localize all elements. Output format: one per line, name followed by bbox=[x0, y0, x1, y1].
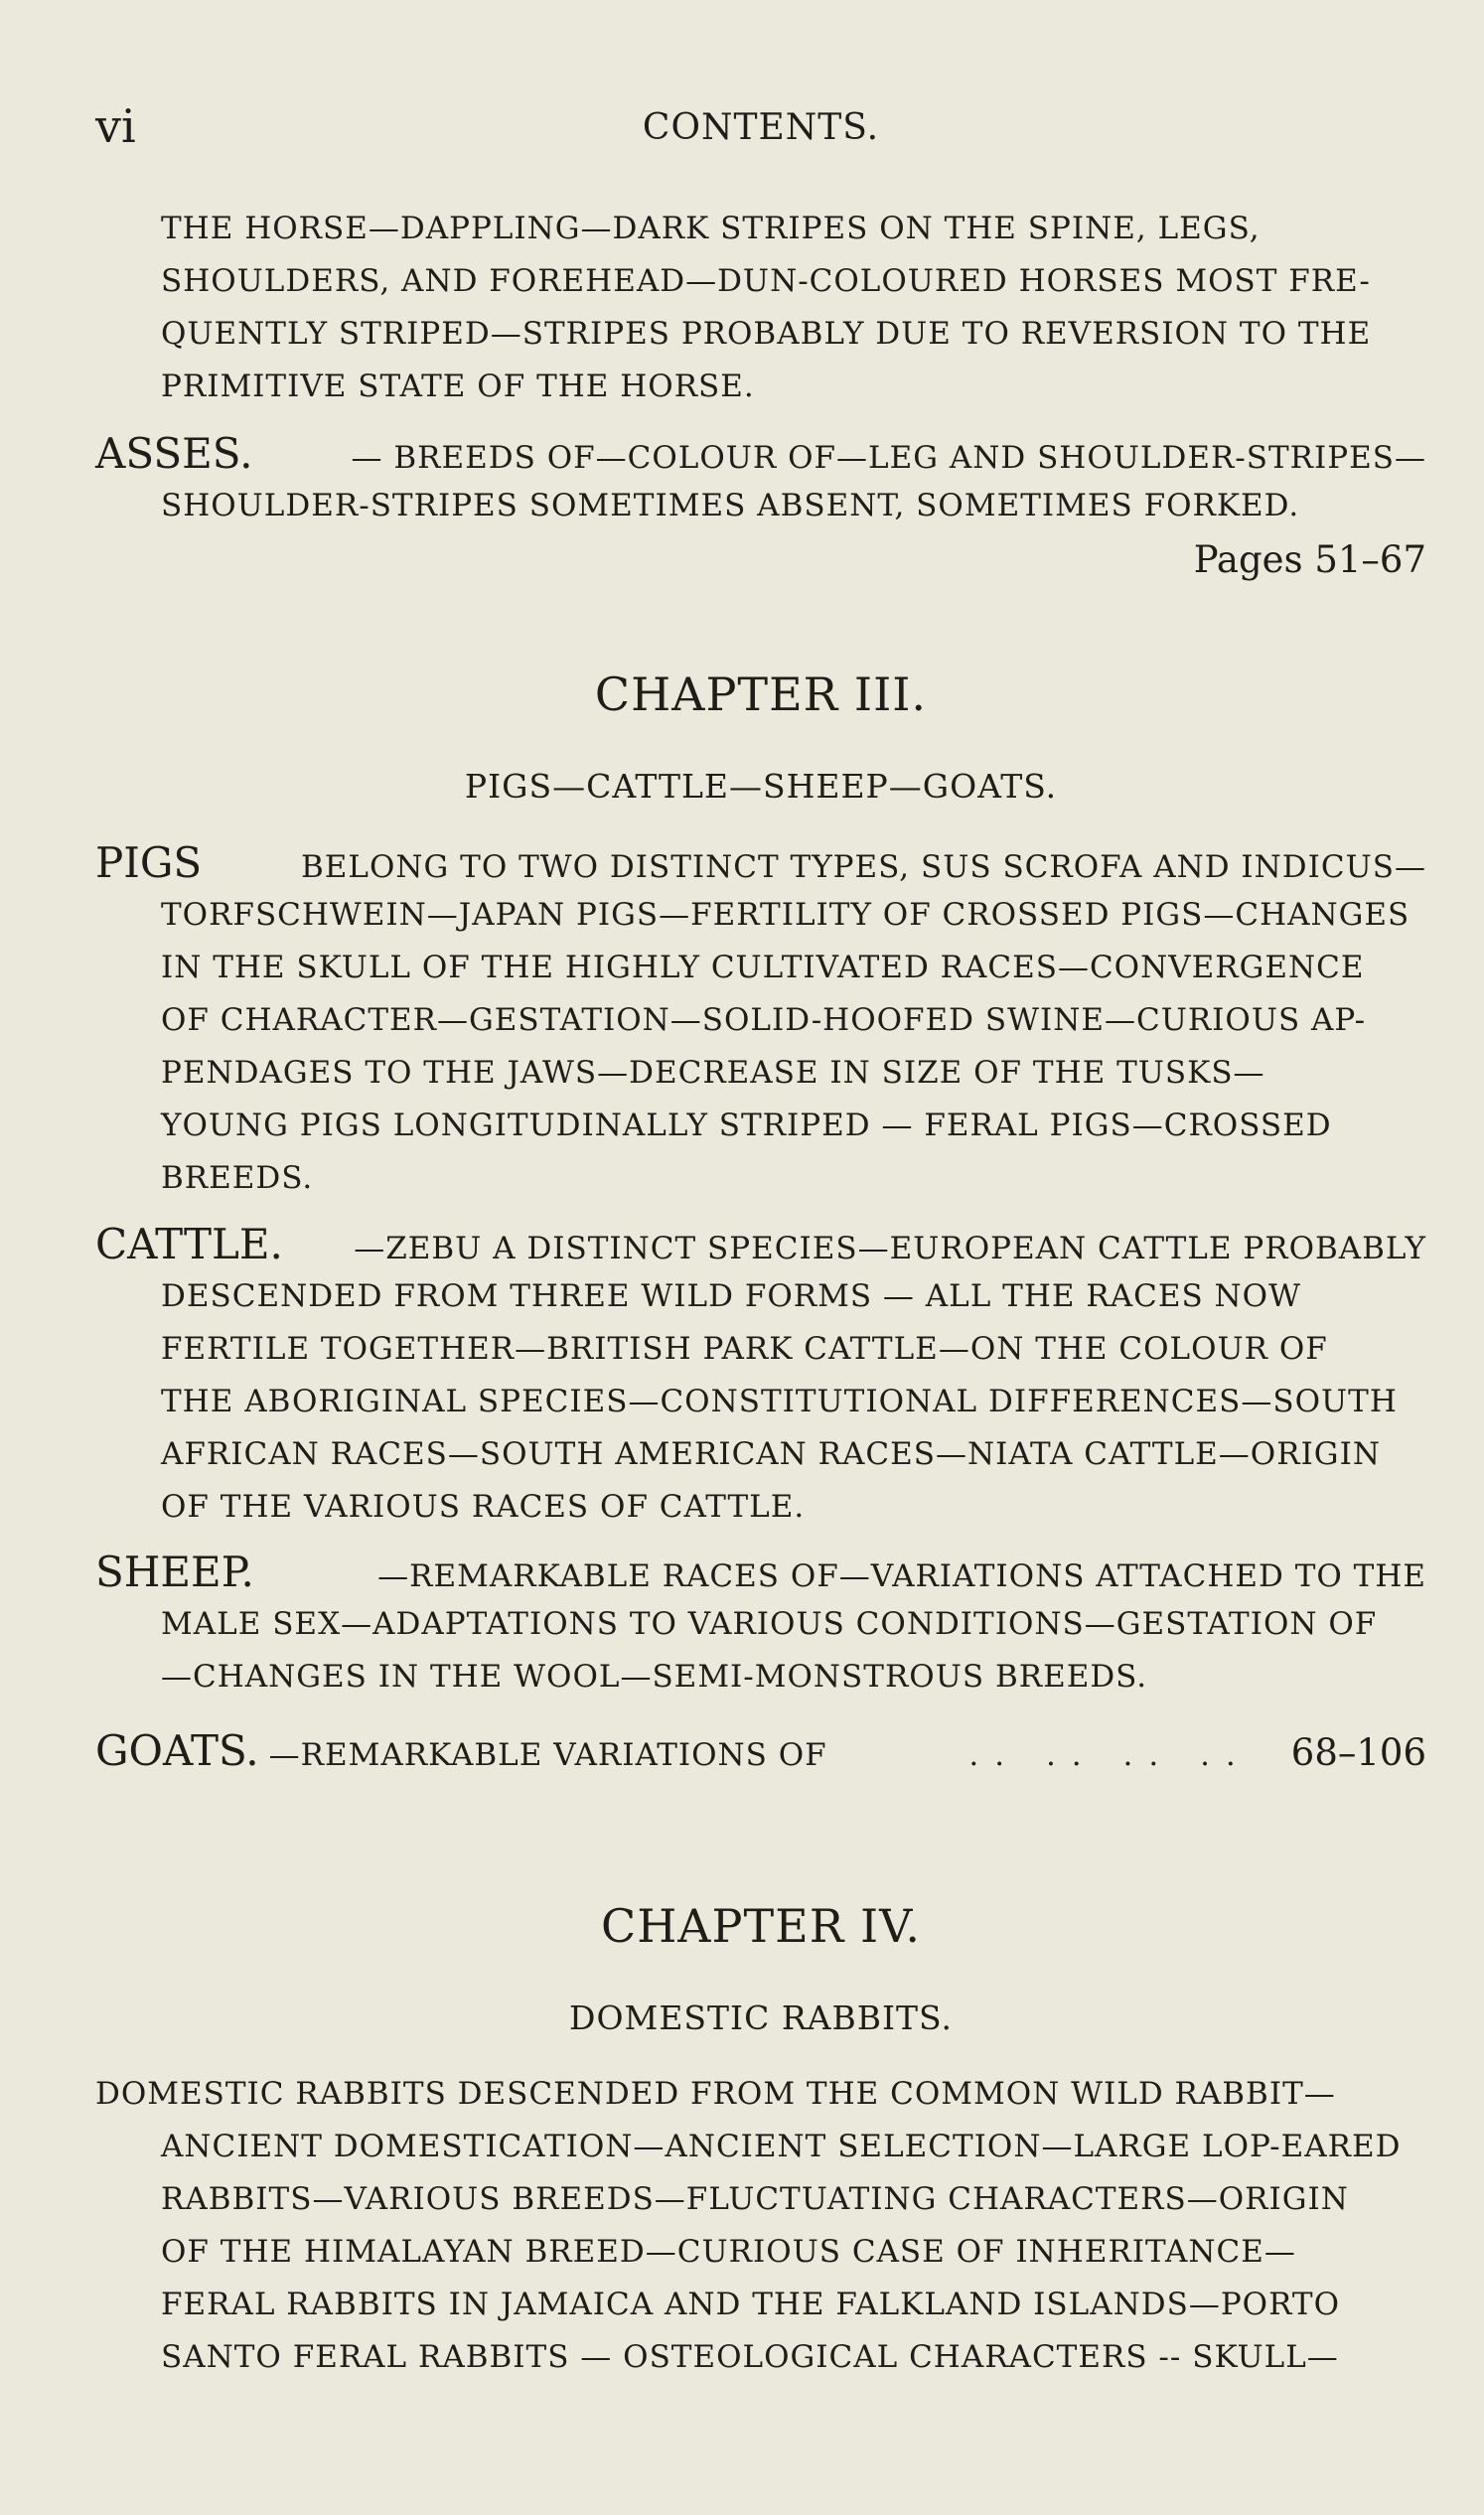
entry-line bbox=[95, 836, 1426, 889]
entry-line: RABBITS—VARIOUS BREEDS—FLUCTUATING CHARACTERS—ORIGIN bbox=[161, 2181, 1349, 2217]
entry-line: AFRICAN RACES—SOUTH AMERICAN RACES—NIATA CATTLE—ORIGIN bbox=[161, 1436, 1381, 1472]
entry-line: DESCENDED FROM THREE WILD FORMS — ALL THE RACES NOW bbox=[161, 1278, 1301, 1314]
entry-line bbox=[95, 427, 1426, 480]
entry-line: OF THE HIMALAYAN BREED—CURIOUS CASE OF INHERITANCE— bbox=[161, 2234, 1296, 2270]
entry-text: — BREEDS OF—COLOUR OF—LEG AND SHOULDER-STRIPES— bbox=[351, 440, 1426, 476]
entry-pigs bbox=[95, 836, 1426, 1205]
entry-lead-word: PIGS bbox=[95, 838, 203, 887]
entry-sheep bbox=[95, 1546, 1426, 1703]
chapter-title: CHAPTER IV. bbox=[601, 1899, 921, 1953]
entry-line: FERAL RABBITS IN JAMAICA AND THE FALKLAND ISLANDS—PORTO bbox=[161, 2287, 1340, 2322]
chapter-title: CHAPTER III. bbox=[594, 667, 928, 721]
entry-line: OF CHARACTER—GESTATION—SOLID-HOOFED SWINE—CURIOUS AP- bbox=[161, 1002, 1367, 1038]
entry-lead-word: GOATS. bbox=[95, 1726, 259, 1775]
entry-line bbox=[95, 1546, 1426, 1598]
entry-asses bbox=[95, 427, 1426, 588]
running-title: CONTENTS. bbox=[642, 107, 880, 148]
entry-line: FERTILE TOGETHER—BRITISH PARK CATTLE—ON THE COLOUR OF bbox=[161, 1331, 1328, 1367]
entry-line: BREEDS. bbox=[161, 1160, 314, 1196]
page-header bbox=[95, 99, 1426, 169]
entry-line: OF THE VARIOUS RACES OF CATTLE. bbox=[161, 1489, 806, 1525]
entry-line: THE ABORIGINAL SPECIES—CONSTITUTIONAL DIFFERENCES—SOUTH bbox=[161, 1384, 1398, 1419]
entry-lead-word: CATTLE. bbox=[95, 1220, 283, 1268]
entry-cattle bbox=[95, 1218, 1426, 1534]
entry-line: TORFSCHWEIN—JAPAN PIGS—FERTILITY OF CROSSED PIGS—CHANGES bbox=[161, 897, 1410, 933]
page-number: vi bbox=[95, 99, 136, 153]
entry-line: SANTO FERAL RABBITS — OSTEOLOGICAL CHARACTERS -- SKULL— bbox=[161, 2339, 1339, 2375]
entry-goats bbox=[95, 1724, 1426, 1777]
entry-line: THE HORSE—DAPPLING—DARK STRIPES ON THE SPINE, LEGS, bbox=[161, 211, 1261, 246]
entry-line bbox=[95, 1218, 1426, 1270]
entry-line: PENDAGES TO THE JAWS—DECREASE IN SIZE OF THE TUSKS— bbox=[161, 1055, 1265, 1091]
entry-line: SHOULDERS, AND FOREHEAD—DUN-COLOURED HORSES MOST FRE- bbox=[161, 263, 1371, 299]
entry-horse bbox=[95, 203, 1426, 413]
entry-text: —ZEBU A DISTINCT SPECIES—EUROPEAN CATTLE PROBABLY bbox=[354, 1231, 1426, 1266]
entry-line: SHOULDER-STRIPES SOMETIMES ABSENT, SOMETIMES FORKED. bbox=[161, 488, 1300, 523]
entry-line: QUENTLY STRIPED—STRIPES PROBABLY DUE TO REVERSION TO THE bbox=[161, 316, 1372, 352]
page-range: 68–106 bbox=[1290, 1731, 1426, 1774]
entry-line: IN THE SKULL OF THE HIGHLY CULTIVATED RACES—CONVERGENCE bbox=[161, 950, 1365, 985]
chapter-subtitle: DOMESTIC RABBITS. bbox=[569, 1998, 953, 2037]
chapter-subtitle: PIGS—CATTLE—SHEEP—GOATS. bbox=[464, 767, 1058, 806]
entry-text: —REMARKABLE RACES OF—VARIATIONS ATTACHED TO THE bbox=[377, 1558, 1426, 1594]
entry-text: BELONG TO TWO DISTINCT TYPES, SUS SCROFA AND INDICUS— bbox=[300, 849, 1426, 885]
entry-line: MALE SEX—ADAPTATIONS TO VARIOUS CONDITIONS—GESTATION OF bbox=[161, 1606, 1378, 1642]
entry-text: —REMARKABLE VARIATIONS OF bbox=[268, 1737, 827, 1773]
entry-line bbox=[95, 1724, 1426, 1777]
entry-line: ANCIENT DOMESTICATION—ANCIENT SELECTION—LARGE LOP-EARED bbox=[161, 2129, 1402, 2164]
leader-dots: .. .. .. .. bbox=[968, 1737, 1252, 1773]
entry-line: DOMESTIC RABBITS DESCENDED FROM THE COMMON WILD RABBIT— bbox=[95, 2076, 1336, 2112]
entry-lead-word: SHEEP. bbox=[95, 1548, 254, 1596]
chapter-heading bbox=[95, 660, 1426, 816]
page-range: Pages 51–67 bbox=[1193, 538, 1426, 581]
entry-line: YOUNG PIGS LONGITUDINALLY STRIPED — FERAL PIGS—CROSSED bbox=[161, 1108, 1332, 1143]
entry-lead-word: ASSES. bbox=[95, 429, 253, 478]
entry-line: PRIMITIVE STATE OF THE HORSE. bbox=[161, 369, 755, 404]
entry-rabbits bbox=[95, 2068, 1426, 2384]
entry-line: —CHANGES IN THE WOOL—SEMI-MONSTROUS BREEDS. bbox=[161, 1659, 1148, 1695]
chapter-heading bbox=[95, 1891, 1426, 2048]
